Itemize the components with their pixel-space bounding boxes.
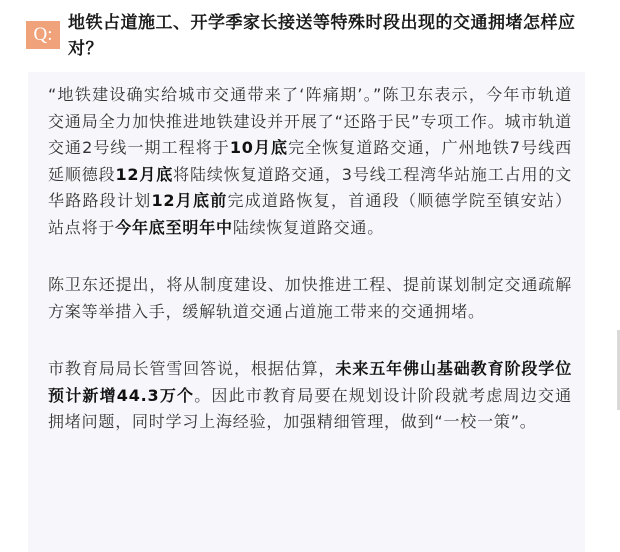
p3-bold-1: 未来五年佛山基础教育阶段学位预计新增44.3万个 <box>48 359 573 405</box>
p1-bold-4: 今年底至明年中 <box>115 217 233 237</box>
p1-text-1: “地铁建设确实给城市交通带来了‘阵痛期’。”陈卫东表示，今年市轨道交通局全力加快推进地铁建设并开展了“还路于民”专项工作。城市轨道交通2号线一期工程将于 <box>48 85 572 157</box>
p3-text-2: 。因此市教育局要在规划设计阶段就考虑周边交通拥堵问题，同时学习上海经验，加强精细管理，做到“一校一策”。 <box>48 385 572 431</box>
p1-text-3: 将陆续恢复道路交通，3号线工程湾华站施工占用的文华路路段计划 <box>48 164 573 210</box>
p1-bold-3: 12月底前 <box>151 191 228 210</box>
p1-text-2: 完全恢复道路交通，广州地铁7号线西延顺德段 <box>48 138 572 184</box>
p3-text-1: 市教育局局长管雪回答说，根据估算， <box>48 359 336 378</box>
answer-box <box>28 72 585 552</box>
answer-paragraph-2: 陈卫东还提出，将从制度建设、加快推进工程、提前谋划制定交通疏解方案等举措入手，缓解轨道交通占道施工带来的交通拥堵。 <box>48 275 572 321</box>
question-badge: Q: <box>26 21 60 49</box>
answer-paragraph-1 <box>48 82 572 241</box>
answer-text <box>48 82 572 467</box>
p1-text-4: 完成道路恢复，首通段（顺德学院至镇安站）站点将于 <box>48 191 572 237</box>
answer-paragraph-3 <box>48 356 572 436</box>
question-title: 地铁占道施工、开学季家长接送等特殊时段出现的交通拥堵怎样应对？ <box>68 13 576 59</box>
p1-bold-2: 12月底 <box>115 164 174 184</box>
p1-bold-1: 10月底 <box>229 138 289 157</box>
p1-text-5: 陆续恢复道路交通。 <box>232 217 385 237</box>
